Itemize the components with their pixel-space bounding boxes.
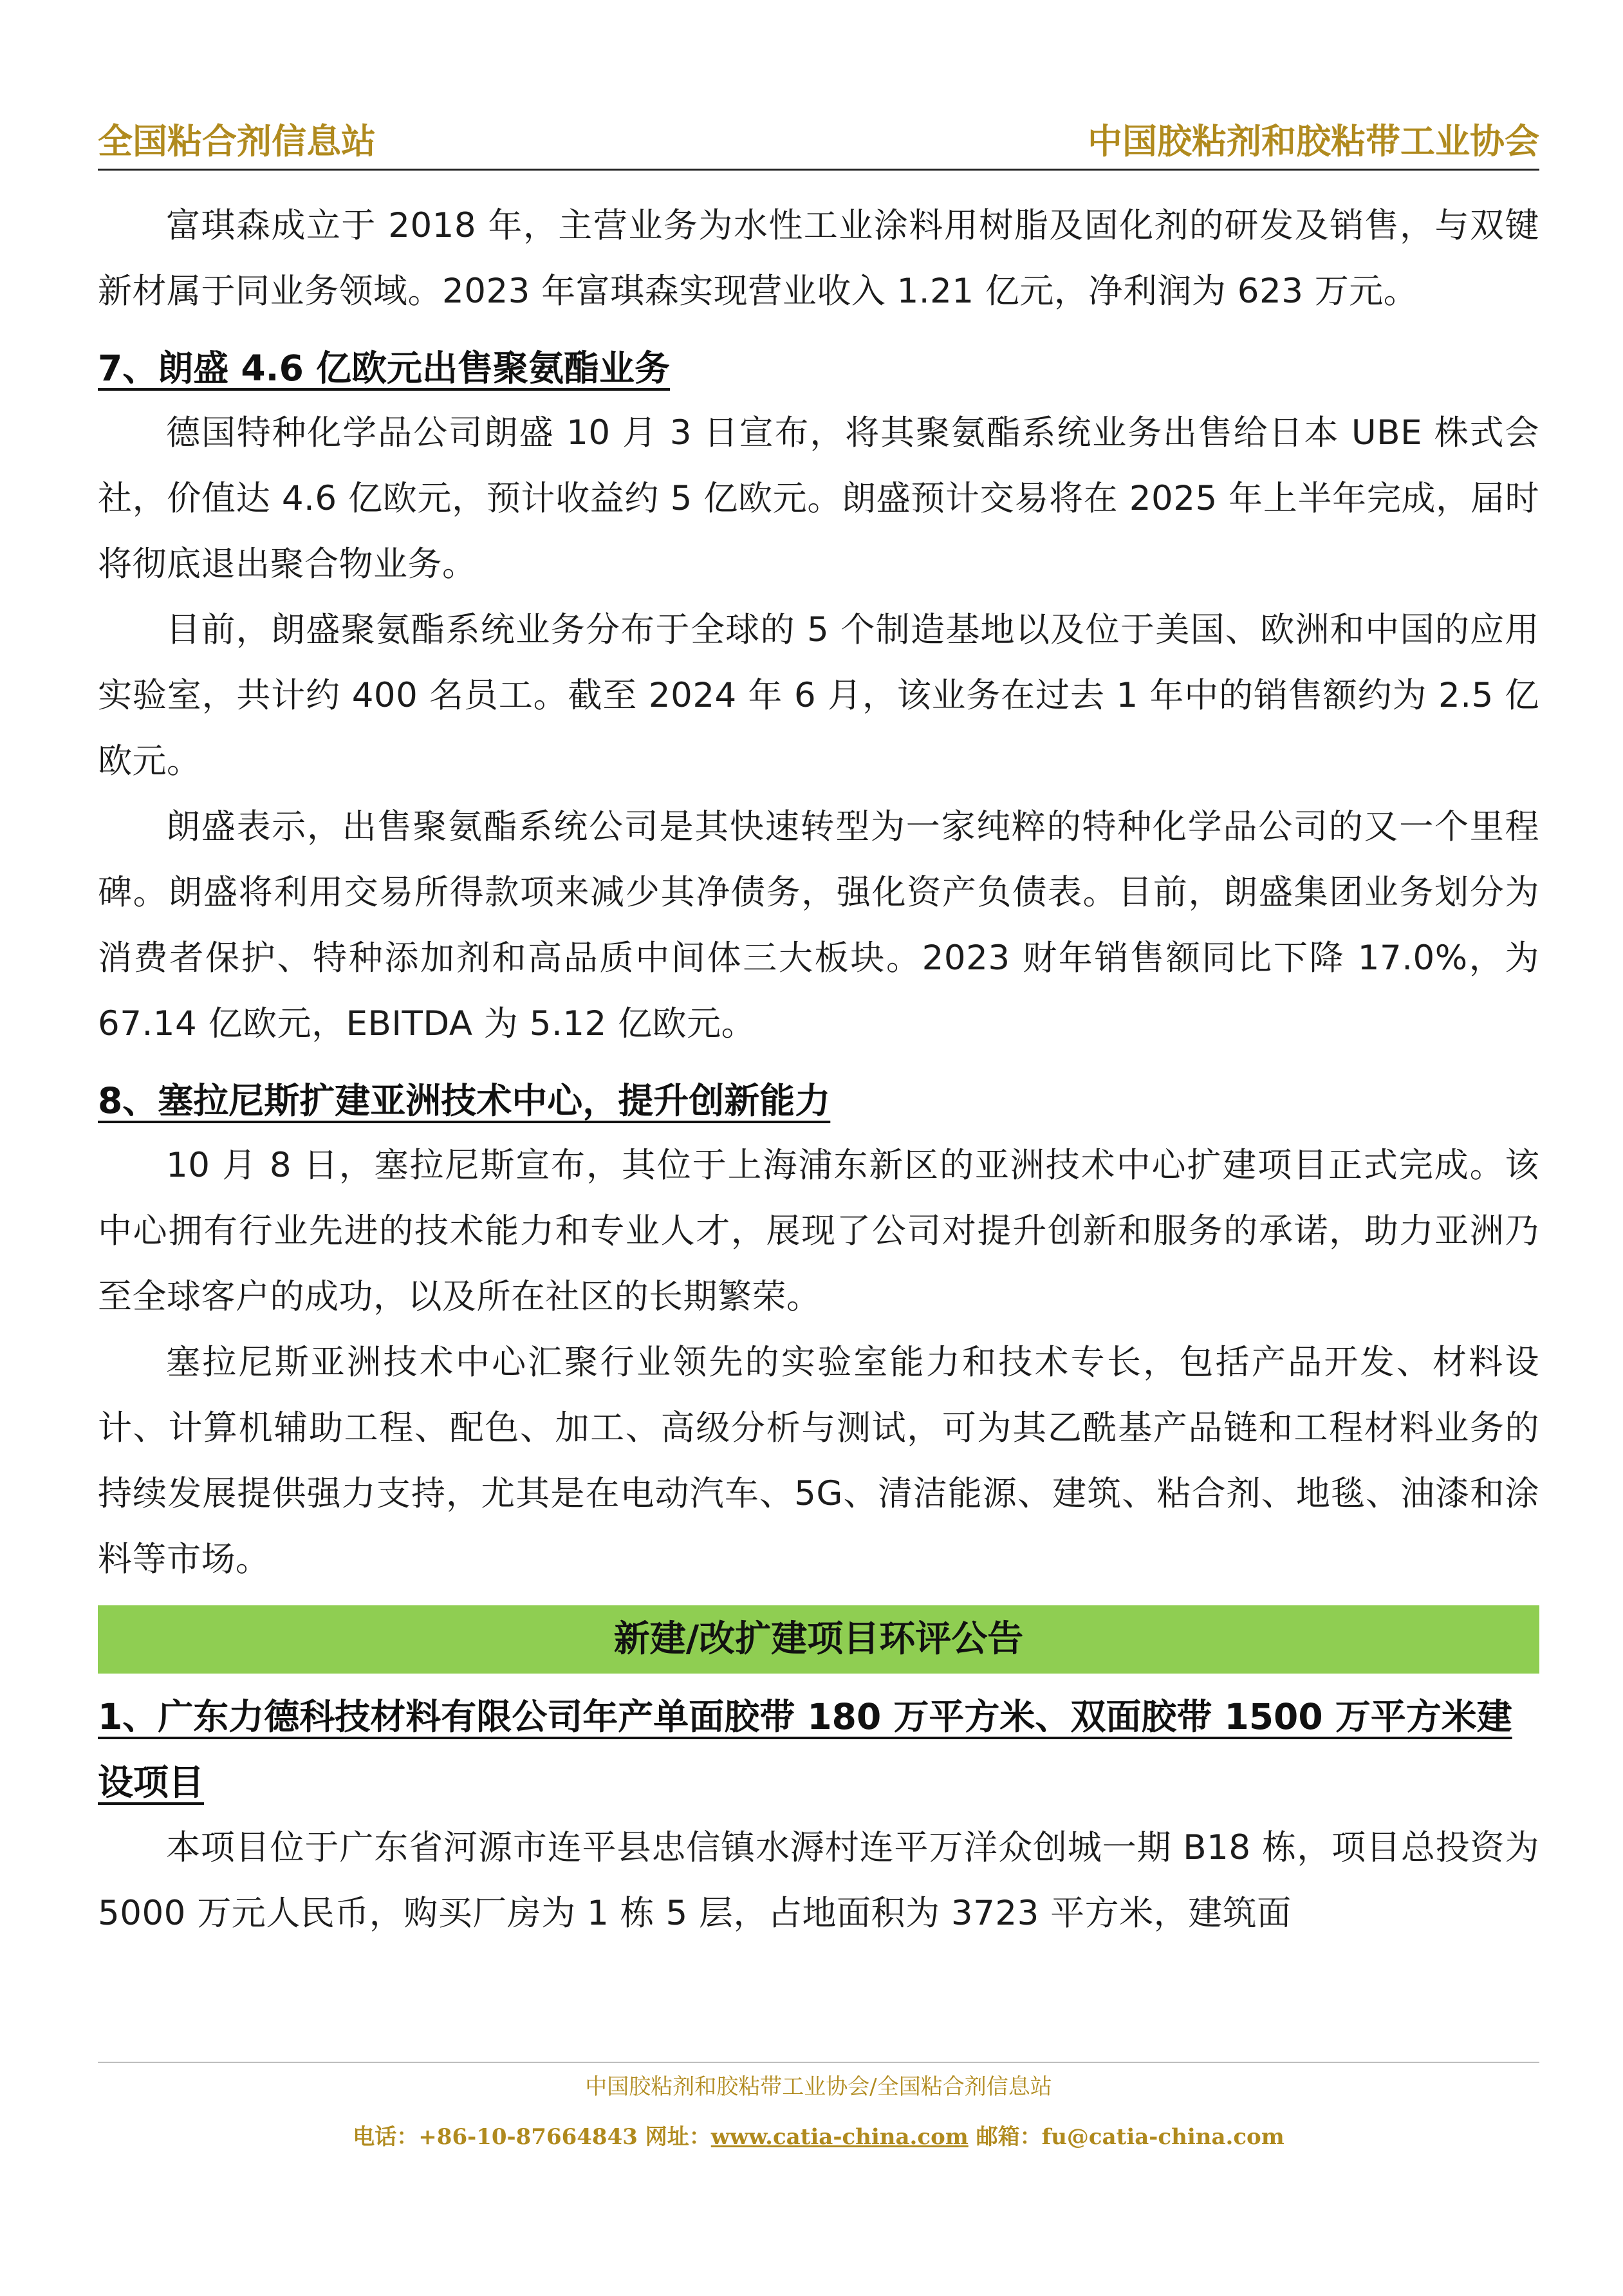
project-1-title: 1、广东力德科技材料有限公司年产单面胶带 180 万平方米、双面胶带 1500 万平方米建设项目 [98,1696,1512,1803]
page-header [98,116,1539,167]
section-8-title: 8、塞拉尼斯扩建亚洲技术中心，提升创新能力 [98,1080,831,1121]
header-divider [98,169,1539,171]
section-7-paragraph-1: 德国特种化学品公司朗盛 10 月 3 日宣布，将其聚氨酯系统业务出售给日本 UBE 株式会社，价值达 4.6 亿欧元，预计收益约 5 亿欧元。朗盛预计交易将在 2025 年上半年完成，届时将彻底退出聚合物业务。 [98,413,1539,584]
footer-divider [98,2062,1539,2063]
project-1-paragraph: 本项目位于广东省河源市连平县忠信镇水溽村连平万洋众创城一期 B18 栋，项目总投资为 5000 万元人民币，购买厂房为 1 栋 5 层，占地面积为 3723 平方米，建筑面 [98,1828,1539,1933]
footer-email: 邮箱：fu@catia-china.com [968,2124,1284,2150]
document-page [98,0,1539,2296]
header-right-title: 中国胶粘剂和胶粘带工业协会 [1088,121,1539,162]
section-8-paragraph-1: 10 月 8 日，塞拉尼斯宣布，其位于上海浦东新区的亚洲技术中心扩建项目正式完成。该中心拥有行业先进的技术能力和专业人才，展现了公司对提升创新和服务的承诺，助力亚洲乃至全球客户的成功，以及所在社区的长期繁荣。 [98,1146,1539,1316]
intro-paragraph: 富琪森成立于 2018 年，主营业务为水性工业涂料用树脂及固化剂的研发及销售，与双键新材属于同业务领域。2023 年富琪森实现营业收入 1.21 亿元，净利润为 623 万元。 [98,206,1539,311]
section-7-paragraph-2: 目前，朗盛聚氨酯系统业务分布于全球的 5 个制造基地以及位于美国、欧洲和中国的应用实验室，共计约 400 名员工。截至 2024 年 6 月，该业务在过去 1 年中的销售额约为 2.5 亿欧元。 [98,610,1539,781]
footer-website-link[interactable]: www.catia-china.com [710,2124,969,2150]
footer-organization: 中国胶粘剂和胶粘带工业协会/全国粘合剂信息站 [585,2074,1052,2100]
section-7-title: 7、朗盛 4.6 亿欧元出售聚氨酯业务 [98,348,670,389]
section-8-paragraph-2: 塞拉尼斯亚洲技术中心汇聚行业领先的实验室能力和技术专长，包括产品开发、材料设计、计算机辅助工程、配色、加工、高级分析与测试，可为其乙酰基产品链和工程材料业务的持续发展提供强力支持，尤其是在电动汽车、5G、清洁能源、建筑、粘合剂、地毯、油漆和涂料等市场。 [98,1343,1539,1579]
page-content [98,193,1539,1946]
section-banner: 新建/改扩建项目环评公告 [98,1605,1539,1674]
section-7-paragraph-3: 朗盛表示，出售聚氨酯系统公司是其快速转型为一家纯粹的特种化学品公司的又一个里程碑。朗盛将利用交易所得款项来减少其净债务，强化资产负债表。目前，朗盛集团业务划分为消费者保护、特种添加剂和高品质中间体三大板块。2023 财年销售额同比下降 17.0%，为 67.14 亿欧元，EBITDA 为 5.12 亿欧元。 [98,807,1539,1043]
footer-phone: 电话：+86-10-87664843 网址： [353,2124,711,2150]
header-left-title: 全国粘合剂信息站 [98,121,376,162]
footer-contact [98,2118,1539,2156]
